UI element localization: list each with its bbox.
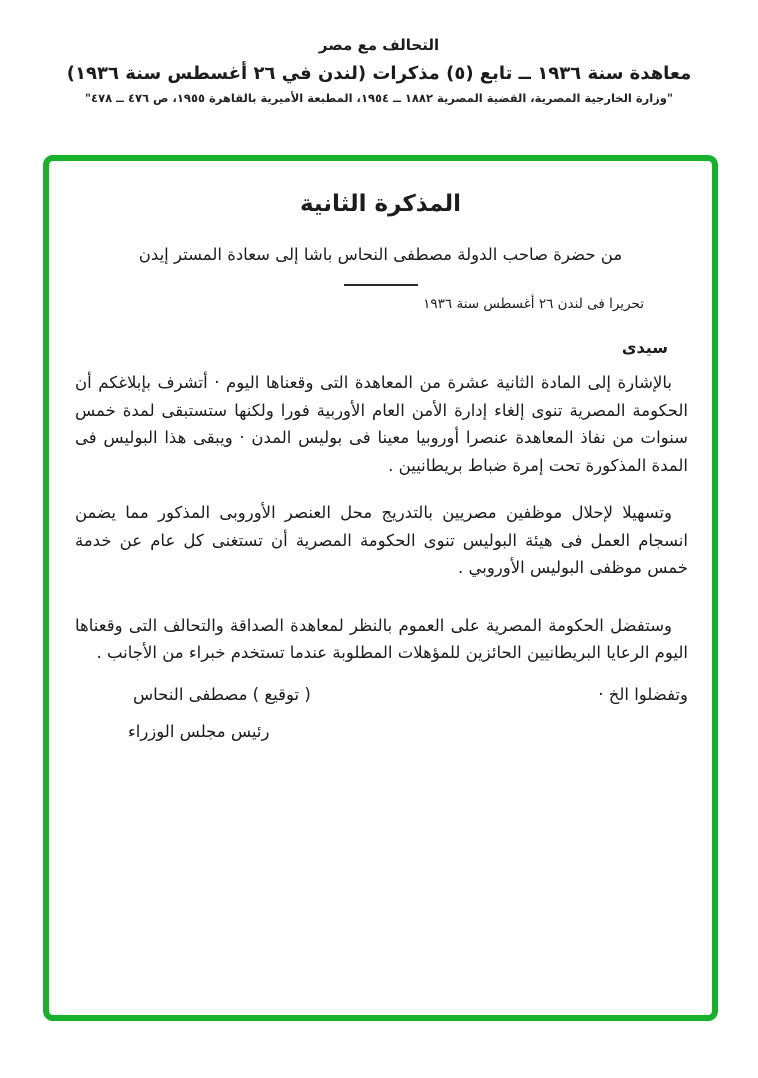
memo-closing-row	[75, 681, 688, 708]
memo-paragraph-2: وتسهيلا لإحلال موظفين مصريين بالتدريج محل العنصر الأوروبى المذكور مما يضمن انسجام العمل فى هيئة البوليس تنوى الحكومة المصرية أن تستغنى كل عام عن خدمة خمس موظفى البوليس الأوروبي .	[75, 503, 688, 577]
subtitle-divider	[344, 284, 418, 286]
memo-paragraph-1: بالإشارة إلى المادة الثانية عشرة من المعاهدة التى وقعناها اليوم · أتشرف بإبلاغكم أن الحكومة المصرية تنوى إلغاء إدارة الأمن العام الأوربية فورا ولكنها ستستبقى لمدة خمس سنوات من نفاذ المعاهدة عنصرا أوروبيا معينا فى بوليس المدن · ويبقى هذا البوليس فى المدة المذكورة تحت إمرة ضباط بريطانيين .	[75, 373, 688, 475]
memo-body	[49, 369, 712, 741]
memo-dateline: تحريرا فى لندن ٢٦ أغسطس سنة ١٩٣٦	[423, 296, 644, 312]
header-treaty-title: معاهدة سنة ١٩٣٦ ــ تابع (٥) مذكرات (لندن في ٢٦ أغسطس سنة ١٩٣٦)	[66, 63, 692, 84]
memo-paragraph-3: وستفضل الحكومة المصرية على العموم بالنظر لمعاهدة الصداقة والتحالف التى وقعناها اليوم الرعايا البريطانيين الحائزين للمؤهلات المطلوبة عندما تستخدم خبراء من الأجانب .	[75, 615, 688, 662]
memo-green-frame	[43, 155, 718, 1021]
memo-subtitle: من حضرة صاحب الدولة مصطفى النحاس باشا إلى سعادة المستر إيدن	[138, 245, 623, 264]
header-topic-title: التحالف مع مصر	[318, 36, 440, 54]
document-header	[0, 0, 758, 105]
header-source-citation: "وزارة الخارجية المصرية، القضية المصرية ١٨٨٢ ــ ١٩٥٤، المطبعة الأميرية بالقاهرة ١٩٥٥، ص ٤٧٦ ــ ٤٧٨"	[85, 91, 673, 105]
memo-closing-phrase: وتفضلوا الخ ·	[598, 684, 688, 704]
memo-title: المذكرة الثانية	[299, 191, 461, 217]
memo-salutation: سيدى	[621, 338, 668, 357]
memo-signature: ( توقيع ) مصطفى النحاس	[133, 684, 311, 704]
memo-signer-title: رئيس مجلس الوزراء	[128, 721, 270, 741]
